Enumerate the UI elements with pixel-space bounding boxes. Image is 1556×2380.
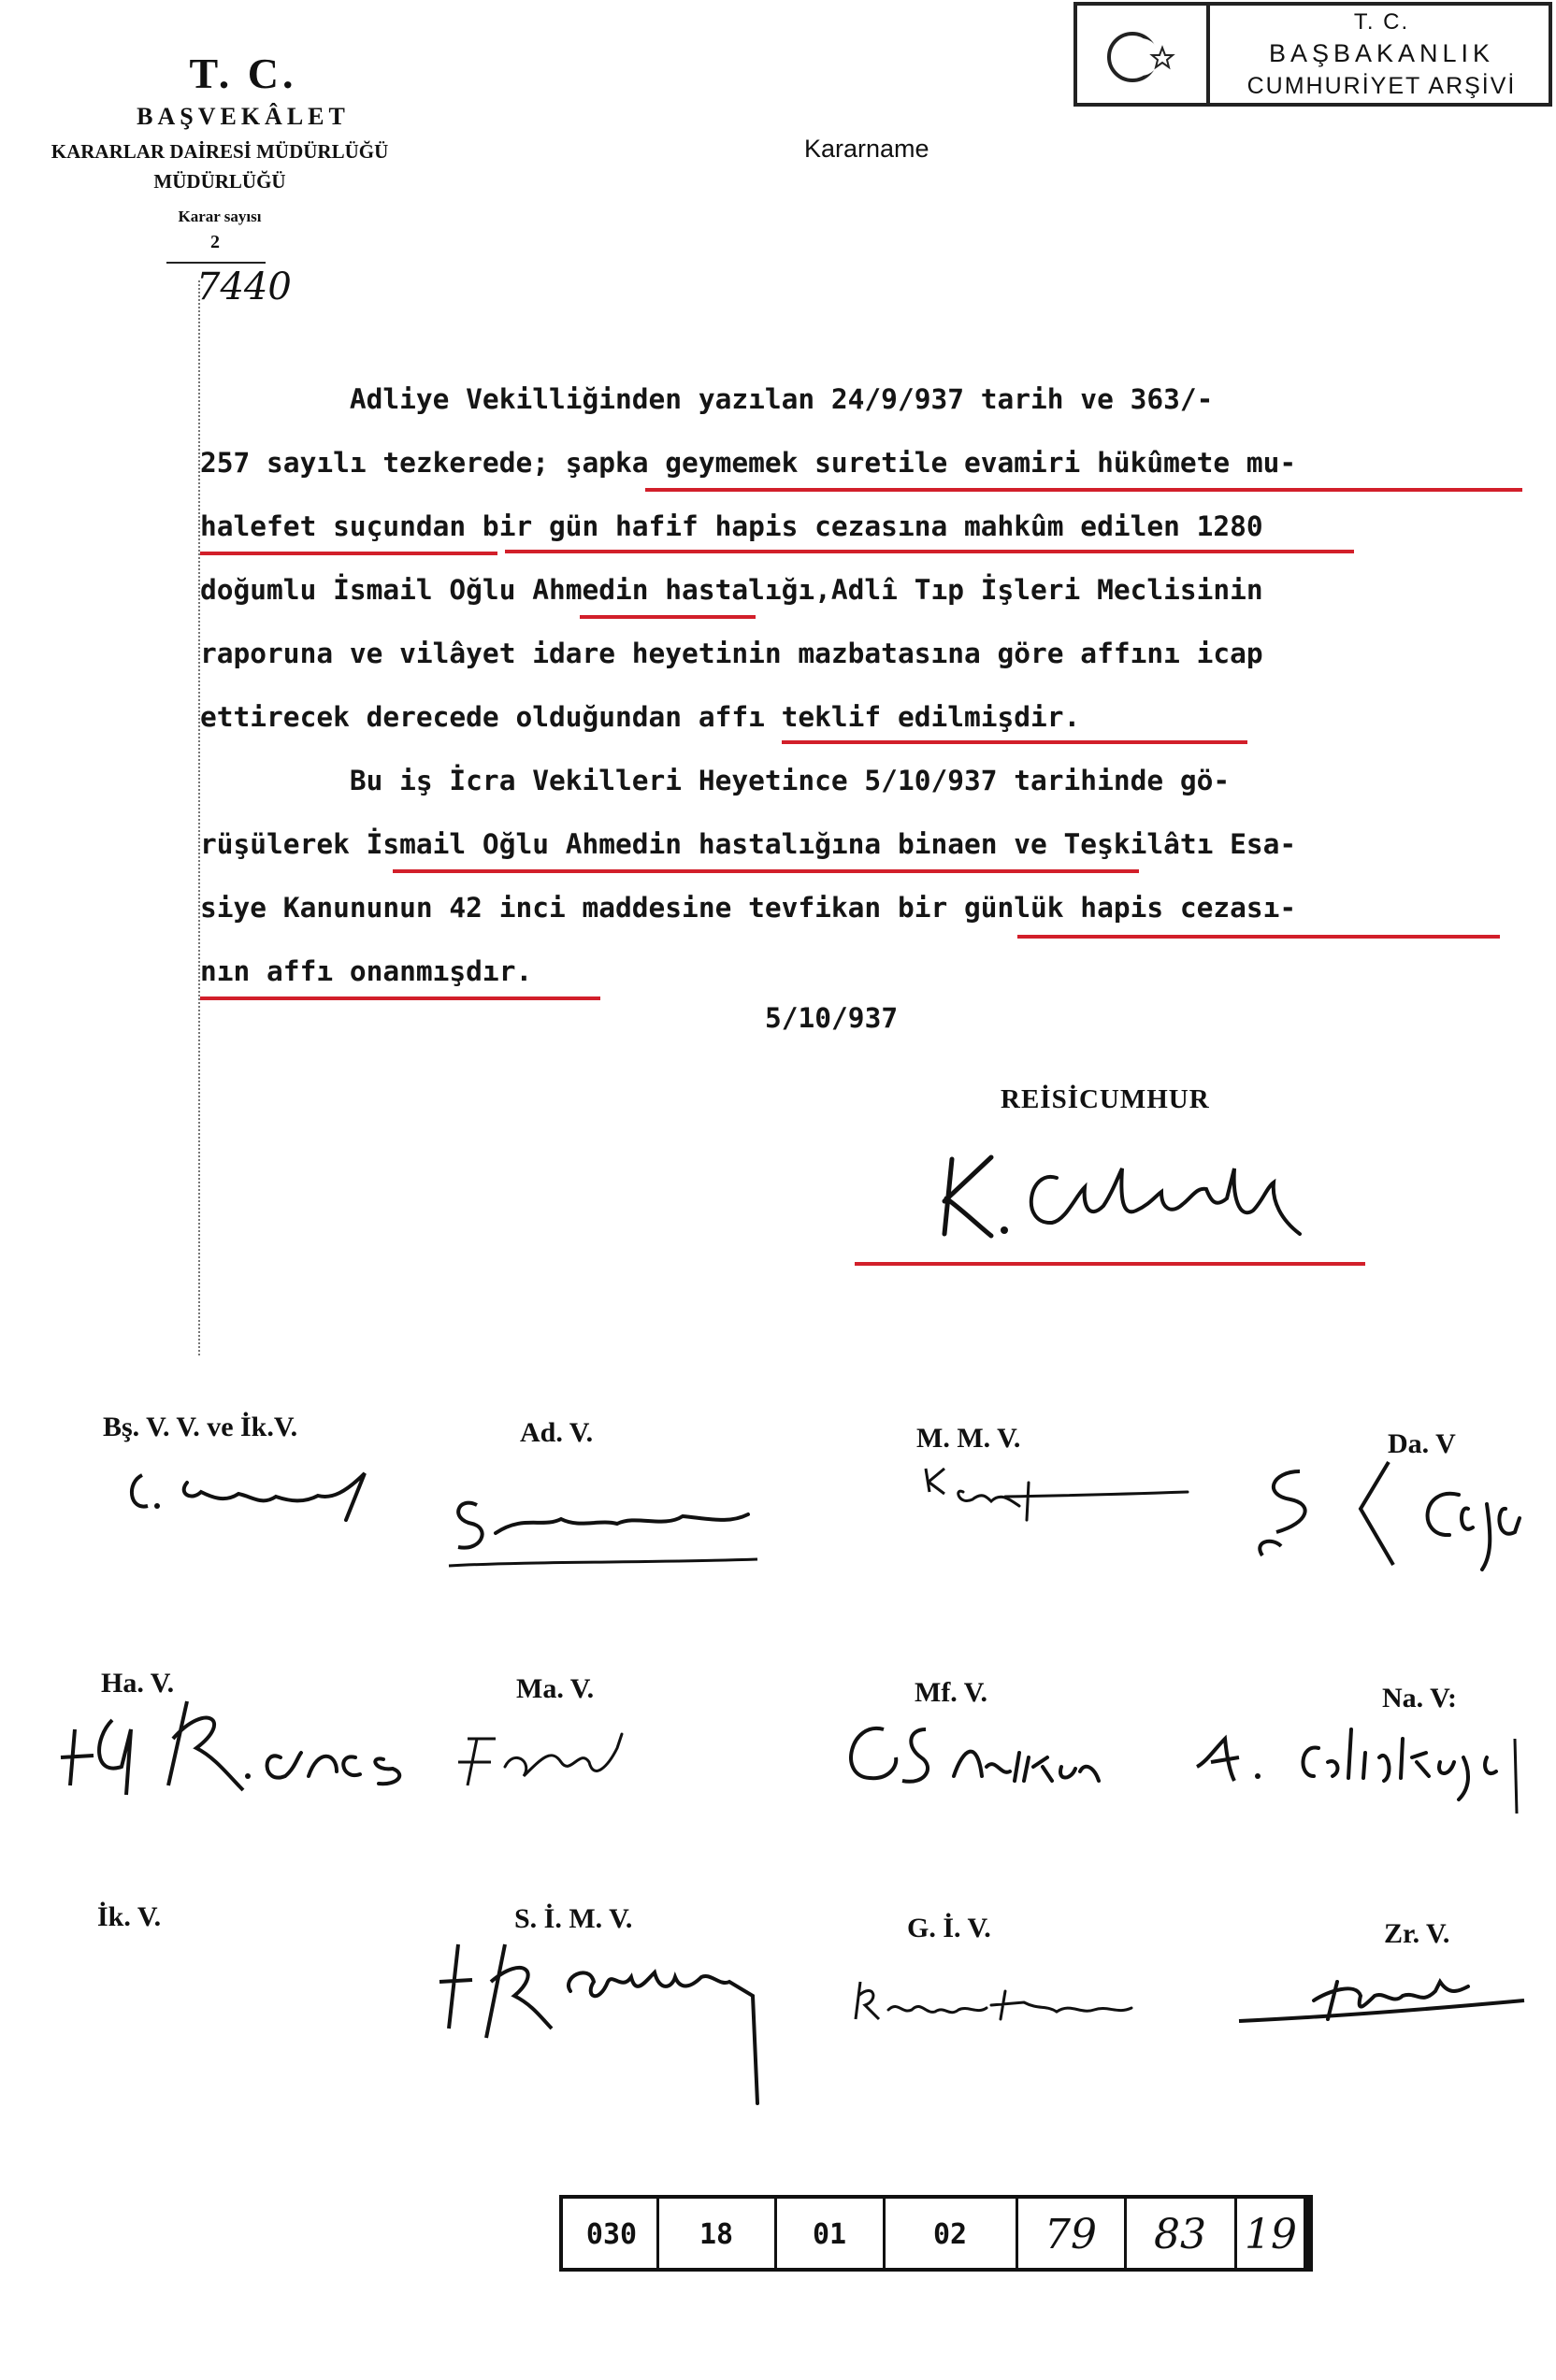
signature-saracoglu xyxy=(439,1477,767,1580)
body-line-4: doğumlu İsmail Oğlu Ahmedin hastalığı,Adlî Tıp İşleri Meclisinin xyxy=(200,574,1263,606)
code-divider xyxy=(656,2199,659,2272)
minister-label: Zr. V. xyxy=(1384,1918,1450,1949)
archive-code-cell: 030 xyxy=(585,2217,638,2251)
body-line-1: Adliye Vekilliğinden yazılan 24/9/937 tarih ve 363/- xyxy=(200,383,1214,415)
header-department: KARARLAR DAİRESİ MÜDÜRLÜĞÜ xyxy=(50,140,389,163)
underline-mark xyxy=(1017,935,1500,939)
header-organization: BAŞVEKÂLET xyxy=(137,103,350,130)
body-line-5: raporuna ve vilâyet idare heyetinin mazbatasına göre affını icap xyxy=(200,638,1263,669)
minister-label: Mf. V. xyxy=(915,1677,988,1708)
signature-agrali xyxy=(449,1711,655,1804)
underline-mark xyxy=(782,740,1247,744)
underline-mark xyxy=(200,552,497,555)
code-divider xyxy=(1016,2199,1018,2272)
body-line-3: halefet suçundan bir gün hafif hapis cezasına mahkûm edilen 1280 xyxy=(200,510,1263,542)
minister-label: M. M. V. xyxy=(916,1423,1021,1454)
minister-label: S. İ. M. V. xyxy=(514,1903,633,1934)
stamp-line-basbakanlik: BAŞBAKANLIK xyxy=(1268,39,1495,67)
header-mudurluk: MÜDÜRLÜĞÜ xyxy=(153,170,286,193)
archive-code-cell: 79 xyxy=(1045,2210,1097,2258)
archive-code-cell: 02 xyxy=(932,2217,968,2251)
signature-aras xyxy=(56,1683,430,1823)
underline-mark xyxy=(855,1262,1365,1266)
signature-kaya xyxy=(1234,1453,1552,1574)
code-divider xyxy=(883,2199,886,2272)
underline-mark xyxy=(505,550,1354,553)
signature-cetinkaya xyxy=(1188,1711,1524,1823)
signature-saydam xyxy=(430,1926,804,2113)
minister-label: Da. V xyxy=(1388,1428,1456,1459)
stamp-line-tc: T. C. xyxy=(1353,9,1410,35)
archive-code-cell: 01 xyxy=(812,2217,847,2251)
header-divider xyxy=(166,262,266,264)
header-tc: T. C. xyxy=(189,50,297,97)
stamp-line-arsiv: CUMHURİYET ARŞİVİ xyxy=(1246,73,1517,99)
underline-mark xyxy=(645,488,1522,492)
minister-label: Bş. V. V. ve İk.V. xyxy=(103,1412,298,1442)
code-divider xyxy=(774,2199,777,2272)
minister-label: Na. V: xyxy=(1382,1683,1458,1713)
margin-line xyxy=(198,280,200,1355)
archive-stamp-divider xyxy=(1206,2,1210,107)
signature-ataturk xyxy=(926,1131,1318,1253)
signature-tarhan xyxy=(851,1963,1150,2038)
archive-code-cell: 19 xyxy=(1245,2210,1297,2258)
body-line-2: 257 sayılı tezkerede; şapka geymemek suretile evamiri hükûmete mu- xyxy=(200,447,1297,479)
minister-label: Ha. V. xyxy=(101,1668,175,1699)
underline-mark xyxy=(580,615,756,619)
archive-code-cell: 18 xyxy=(699,2217,734,2251)
document-type: Kararname xyxy=(804,135,929,163)
signature-kesebir xyxy=(1234,1963,1534,2038)
handwritten-number: 7440 xyxy=(196,265,292,308)
body-line-7: Bu iş İcra Vekilleri Heyetince 5/10/937 tarihinde gö- xyxy=(200,765,1231,796)
underline-mark xyxy=(393,869,1139,873)
code-divider xyxy=(1124,2199,1127,2272)
document-date: 5/10/937 xyxy=(765,1002,899,1034)
code-divider xyxy=(1234,2199,1237,2272)
signatory-title: REİSİCUMHUR xyxy=(1001,1084,1210,1114)
body-line-8: rüşülerek İsmail Oğlu Ahmedin hastalığına binaen ve Teşkilâtı Esa- xyxy=(200,828,1297,860)
karar-sayisi-number: 2 xyxy=(210,232,220,252)
signature-arikan xyxy=(832,1701,1113,1814)
minister-label: Ma. V. xyxy=(516,1673,595,1704)
signature-bayar xyxy=(122,1455,383,1529)
karar-sayisi-label: Karar sayısı xyxy=(178,208,262,225)
minister-label: İk. V. xyxy=(97,1901,162,1932)
signature-ozalp xyxy=(916,1455,1197,1529)
body-line-9: siye Kanununun 42 inci maddesine tevfikan bir günlük hapis cezası- xyxy=(200,892,1297,924)
minister-label: Ad. V. xyxy=(520,1417,594,1448)
underline-mark xyxy=(200,996,600,1000)
body-line-10: nın affı onanmışdır. xyxy=(200,955,533,987)
crescent-star-icon xyxy=(1089,15,1192,99)
archive-code-cell: 83 xyxy=(1154,2210,1206,2258)
minister-label: G. İ. V. xyxy=(907,1913,991,1943)
body-line-6: ettirecek derecede olduğundan affı teklif edilmişdir. xyxy=(200,701,1081,733)
